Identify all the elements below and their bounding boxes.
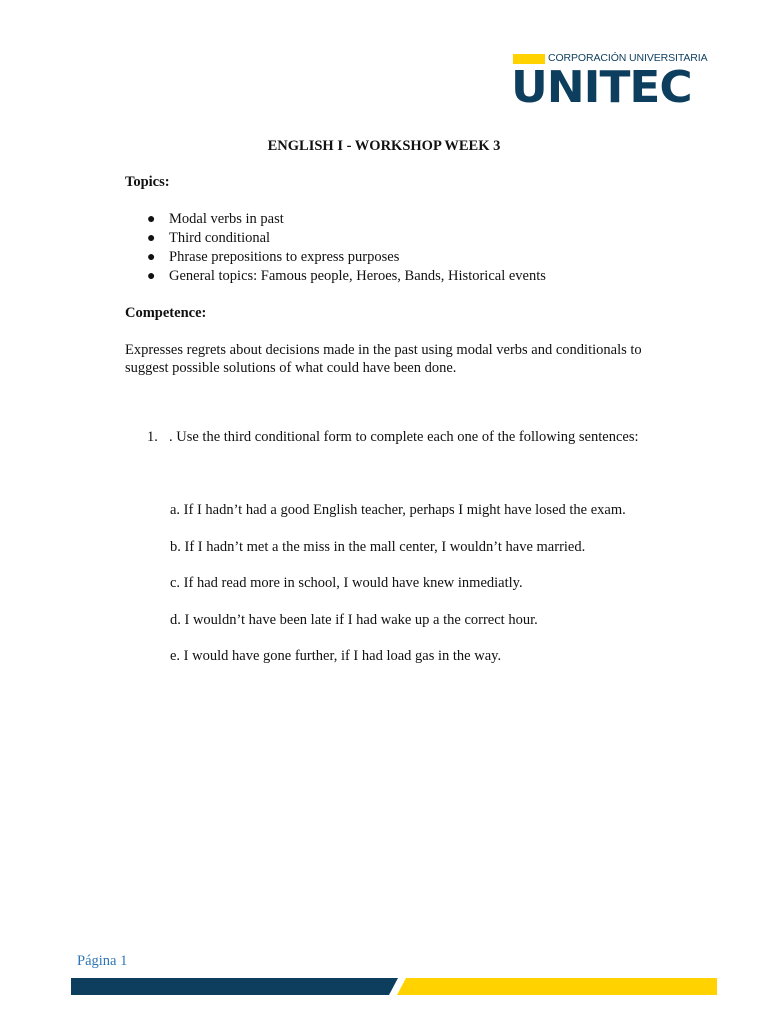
unitec-logo xyxy=(511,52,708,116)
footer-stripe-blue xyxy=(71,978,398,995)
sentence-list xyxy=(170,502,626,685)
document-title: ENGLISH I - WORKSHOP WEEK 3 xyxy=(267,138,501,154)
sentence-e: e. I would have gone further, if I had load gas in the way. xyxy=(170,648,502,664)
sentence-d: d. I wouldn’t have been late if I had wake up a the correct hour. xyxy=(170,611,538,628)
list-item: ● Phrase prepositions to express purposes xyxy=(147,249,400,265)
footer-stripe-yellow xyxy=(397,978,717,995)
topics-label: Topics: xyxy=(125,174,170,190)
question-number: 1. xyxy=(147,429,158,445)
list-item: ● Third conditional xyxy=(147,230,271,246)
list-item: ● General topics: Famous people, Heroes, Bands, Historical events xyxy=(147,268,546,284)
sentence-c: c. If had read more in school, I would have knew inmediatly. xyxy=(170,575,523,591)
bullet-icon: ● xyxy=(147,231,156,246)
question-text: . Use the third conditional form to complete each one of the following sentences: xyxy=(169,429,639,445)
topics-list xyxy=(125,210,546,286)
page-number: Página 1 xyxy=(77,953,128,969)
competence-label: Competence: xyxy=(125,305,207,321)
question-1 xyxy=(147,429,639,446)
sentence-b: b. If I hadn’t met a the miss in the mall center, I wouldn’t have married. xyxy=(170,538,586,555)
bullet-icon: ● xyxy=(147,250,156,265)
bullet-icon: ● xyxy=(147,212,156,227)
logo-subtitle: CORPORACIÓN UNIVERSITARIA xyxy=(548,52,708,64)
logo-name: UNITEC xyxy=(511,62,692,113)
bullet-icon: ● xyxy=(147,269,156,284)
list-item: ● Modal verbs in past xyxy=(147,211,284,227)
sentence-a: a. If I hadn’t had a good English teacher, perhaps I might have losed the exam. xyxy=(170,502,626,518)
competence-text: Expresses regrets about decisions made in the past using modal verbs and conditionals to suggest possible solutions of what could have been done. xyxy=(125,342,642,376)
footer-stripe xyxy=(71,978,717,995)
